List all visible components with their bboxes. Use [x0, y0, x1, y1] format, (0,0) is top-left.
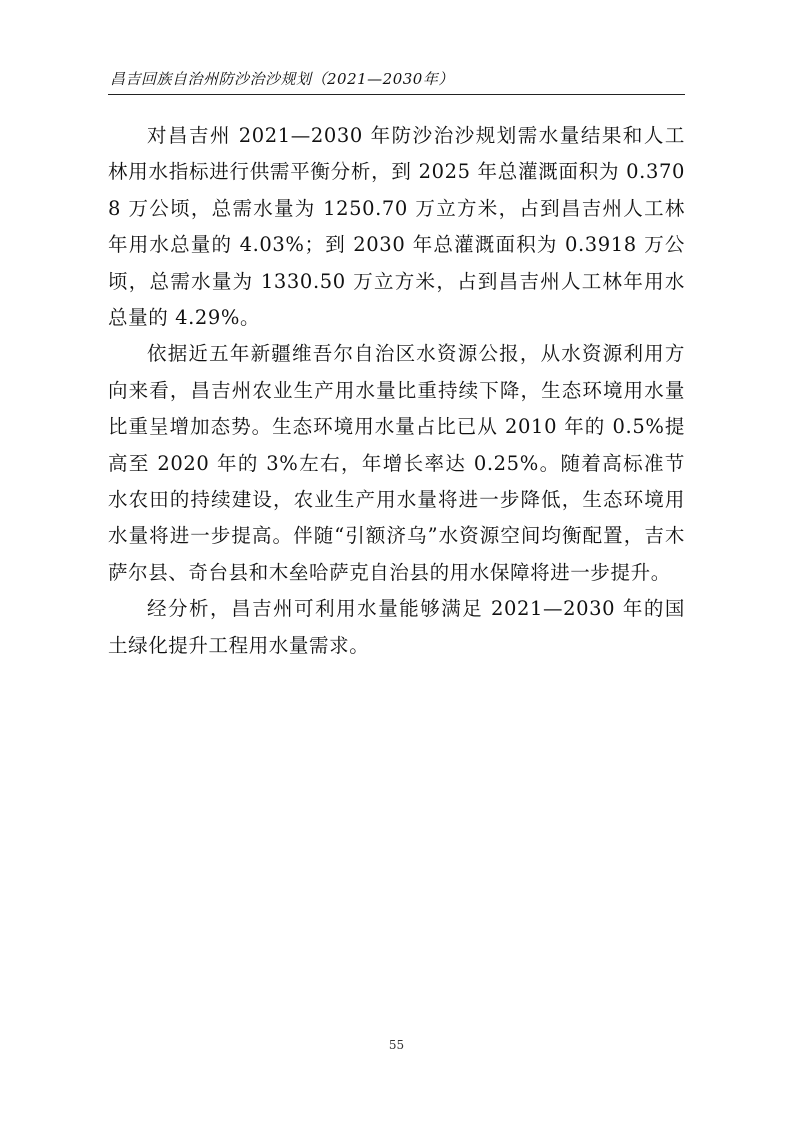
paragraph-water-resources: 依据近五年新疆维吾尔自治区水资源公报，从水资源利用方向来看，昌吉州农业生产用水量比重持续下降，生态环境用水量比重呈增加态势。生态环境用水量占比已从 2010 年的 0.5%提高至 2020 年的 3%左右，年增长率达 0.25%。随着高标准节水农田的持续建设，农业生产用水量将进一步降低，生态环境用水量将进一步提高。伴随“引额济乌”水资源空间均衡配置，吉木萨尔县、奇台县和木垒哈萨克自治县的用水保障将进一步提升。: [108, 342, 685, 584]
body-text: [108, 118, 685, 664]
header-title: 昌吉回族自治州防沙治沙规划（2021—2030年）: [110, 70, 454, 88]
paragraph-water-balance: 对昌吉州 2021—2030 年防沙治沙规划需水量结果和人工林用水指标进行供需平衡分析，到 2025 年总灌溉面积为 0.3708 万公顷，总需水量为 1250.70 万立方米，占到昌吉州人工林年用水总量的 4.03%；到 2030 年总灌溉面积为 0.3918 万公顷，总需水量为 1330.50 万立方米，占到昌吉州人工林年用水总量的 4.29%。: [108, 124, 685, 330]
paragraph-conclusion: 经分析，昌吉州可利用水量能够满足 2021—2030 年的国土绿化提升工程用水量需求。: [108, 597, 685, 657]
page-number: 55: [388, 1038, 405, 1052]
page-header: [108, 64, 685, 95]
